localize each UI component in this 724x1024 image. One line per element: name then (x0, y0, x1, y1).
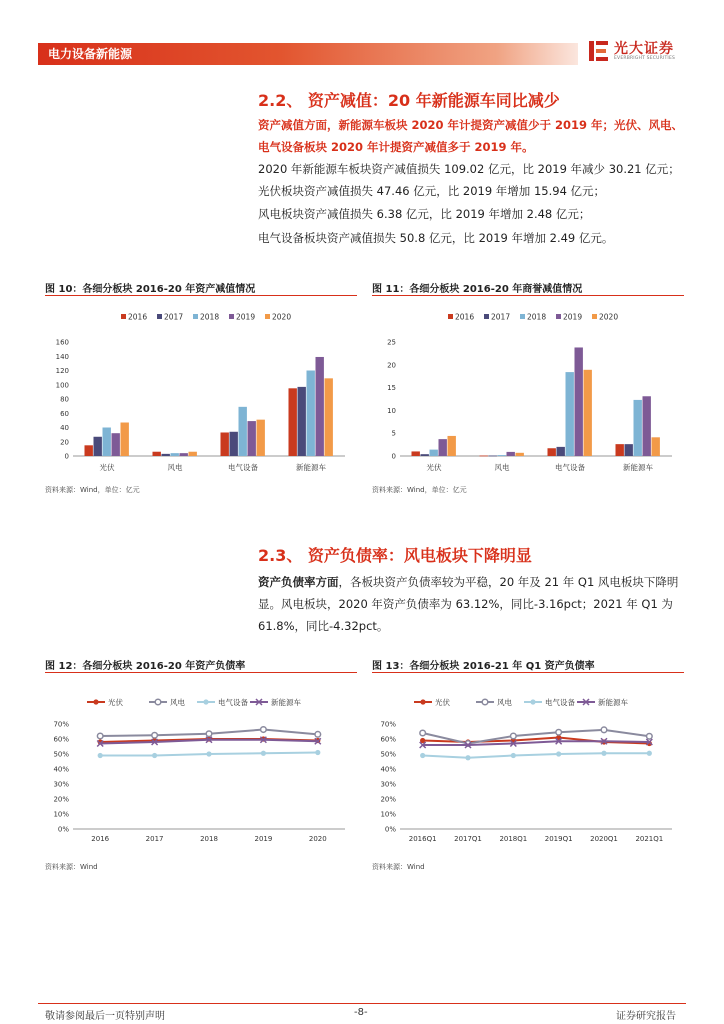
legend-marker-风电 (482, 699, 488, 705)
bar-光伏-2017 (421, 454, 429, 456)
legend-label-电气设备: 电气设备 (218, 698, 248, 707)
bar-光伏-2020 (448, 436, 456, 456)
point-电气设备-2017 (152, 753, 157, 758)
bar-电气设备-2019 (248, 421, 256, 456)
figure-12-rule (45, 672, 357, 673)
figure-11-source: 资料来源：Wind，单位：亿元 (372, 486, 467, 494)
bar-光伏-2018 (103, 428, 111, 457)
bar-新能源车-2017 (625, 444, 633, 456)
x-tick-label: 2016Q1 (408, 835, 437, 843)
bar-电气设备-2018 (239, 407, 247, 456)
bar-风电-2019 (180, 453, 188, 456)
y-tick-label: 0 (64, 452, 69, 461)
y-tick-label: 0% (57, 825, 69, 834)
y-tick-label: 10 (387, 406, 396, 415)
figure-13-rule (372, 672, 684, 673)
bar-新能源车-2018 (307, 371, 315, 457)
y-tick-label: 100 (55, 381, 69, 390)
point-电气设备-2019 (261, 751, 266, 756)
y-tick-label: 5 (391, 429, 396, 438)
legend-swatch-2016 (121, 314, 126, 319)
section-2-2-line-1: 2020 年新能源车板块资产减值损失 109.02 亿元，比 2019 年减少 30.21 亿元； (258, 162, 680, 176)
x-tick-label: 2019Q1 (544, 835, 573, 843)
figure-12-title: 图 12：各细分板块 2016-20 年资产负债率 (45, 661, 246, 672)
point-风电-2018 (206, 731, 212, 737)
legend-label-2020: 2020 (599, 312, 619, 322)
legend-swatch-2018 (193, 314, 198, 319)
y-tick-label: 20% (380, 795, 396, 804)
legend-label-风电: 风电 (170, 698, 185, 707)
bar-新能源车-2017 (298, 387, 306, 456)
legend-swatch-2017 (157, 314, 162, 319)
legend-label-2017: 2017 (164, 312, 184, 322)
y-tick-label: 20 (60, 438, 69, 447)
bar-新能源车-2019 (316, 357, 324, 456)
bar-电气设备-2020 (584, 370, 592, 456)
y-tick-label: 40% (53, 765, 69, 774)
bar-电气设备-2017 (557, 447, 565, 456)
footer-rule (38, 1003, 686, 1004)
y-tick-label: 40 (60, 424, 69, 432)
legend-swatch-2018 (520, 314, 525, 319)
y-tick-label: 0% (384, 825, 396, 834)
bar-风电-2016 (153, 452, 161, 456)
legend-label-光伏: 光伏 (108, 698, 123, 707)
header-section-label: 电力设备新能源 (48, 47, 133, 61)
bar-新能源车-2016 (616, 444, 624, 456)
x-tick-label: 风电 (494, 463, 510, 472)
y-tick-label: 50% (380, 750, 396, 759)
x-tick-label: 光伏 (426, 463, 442, 472)
legend-label-2018: 2018 (527, 312, 547, 322)
legend-swatch-2020 (592, 314, 597, 319)
y-tick-label: 140 (55, 352, 69, 361)
bar-光伏-2020 (121, 423, 129, 456)
bar-风电-2017 (162, 454, 170, 456)
legend-marker-风电 (155, 699, 161, 705)
legend-swatch-2019 (556, 314, 561, 319)
y-tick-label: 60 (60, 409, 69, 418)
x-tick-label: 2018 (200, 835, 218, 843)
legend-label-2016: 2016 (455, 312, 475, 322)
point-电气设备-2020Q1 (601, 751, 606, 756)
section-2-3-lead-bold: 资产负债率方面 (258, 575, 339, 589)
x-tick-label: 2020 (308, 835, 327, 843)
bar-光伏-2017 (94, 437, 102, 456)
figure-11-title: 图 11：各细分板块 2016-20 年商誉减值情况 (372, 284, 583, 295)
point-风电-2016Q1 (420, 730, 426, 736)
section-2-3-title: 2.3、 资产负债率：风电板块下降明显 (258, 546, 532, 565)
figure-13-chart (372, 690, 684, 850)
point-电气设备-2018 (206, 751, 211, 756)
legend-label-电气设备: 电气设备 (545, 698, 575, 707)
section-2-3-body: ，各板块资产负债率较为平稳，20 年及 21 年 Q1 风电板块下降明显。风电板块，2020 年资产负债率为 63.12%，同比-3.16pct；2021 年 Q1 为 61.8%，同比-4.32pct。 (258, 575, 679, 633)
y-tick-label: 70% (380, 720, 396, 729)
y-tick-label: 50% (53, 750, 69, 759)
point-电气设备-2020 (315, 750, 320, 755)
x-tick-label: 2016 (91, 835, 110, 843)
bar-电气设备-2016 (221, 432, 229, 456)
x-tick-label: 风电 (167, 463, 183, 472)
figure-10-chart (45, 300, 357, 482)
section-2-2-line-2: 光伏板块资产减值损失 47.46 亿元，比 2019 年增加 15.94 亿元； (258, 184, 606, 198)
bar-风电-2016 (480, 456, 488, 457)
everbright-logo (588, 37, 688, 67)
section-2-2-lead-highlight: 资产减值方面，新能源车板块 2020 年计提资产减值少于 2019 年；光伏、风电、电气设备板块 2020 年计提资产减值多于 2019 年。 (258, 118, 684, 154)
y-tick-label: 60% (380, 735, 396, 744)
bar-光伏-2019 (112, 433, 120, 456)
y-tick-label: 15 (387, 384, 396, 393)
y-tick-label: 60% (53, 735, 69, 744)
legend-label-2018: 2018 (200, 312, 220, 322)
legend-label-2019: 2019 (236, 312, 256, 322)
point-风电-2021Q1 (647, 734, 653, 740)
section-2-3-paragraph (258, 571, 688, 637)
legend-swatch-2017 (484, 314, 489, 319)
point-电气设备-2019Q1 (556, 751, 561, 756)
legend-swatch-2019 (229, 314, 234, 319)
bar-新能源车-2018 (634, 400, 642, 456)
point-电气设备-2018Q1 (511, 753, 516, 758)
bar-光伏-2016 (412, 451, 420, 456)
x-tick-label: 电气设备 (228, 463, 258, 472)
y-tick-label: 20 (387, 361, 396, 370)
footer-disclaimer: 敬请参阅最后一页特别声明 (45, 1011, 165, 1022)
y-tick-label: 30% (380, 780, 396, 789)
bar-风电-2020 (516, 453, 524, 456)
point-风电-2020 (315, 732, 321, 738)
figure-11-chart (372, 300, 684, 482)
point-风电-2020Q1 (601, 727, 607, 733)
section-2-2-line-3: 风电板块资产减值损失 6.38 亿元，比 2019 年增加 2.48 亿元； (258, 207, 591, 221)
legend-label-2017: 2017 (491, 312, 511, 322)
bar-光伏-2016 (85, 445, 93, 456)
figure-10-title: 图 10：各细分板块 2016-20 年资产减值情况 (45, 284, 256, 295)
figure-13-title: 图 13：各细分板块 2016-21 年 Q1 资产负债率 (372, 661, 595, 672)
section-2-2-title: 2.2、 资产减值：20 年新能源车同比减少 (258, 91, 560, 110)
legend-label-2020: 2020 (272, 312, 292, 322)
legend-label-2019: 2019 (563, 312, 583, 322)
point-电气设备-2016 (98, 753, 103, 758)
bar-风电-2019 (507, 452, 515, 456)
legend-swatch-2020 (265, 314, 270, 319)
y-tick-label: 30% (53, 780, 69, 789)
bar-电气设备-2020 (257, 420, 265, 456)
bar-风电-2017 (489, 456, 497, 457)
y-tick-label: 80 (60, 395, 69, 404)
y-tick-label: 10% (380, 810, 396, 819)
y-tick-label: 160 (55, 338, 69, 347)
figure-12-source: 资料来源：Wind (45, 863, 98, 871)
point-电气设备-2017Q1 (465, 755, 470, 760)
bar-光伏-2019 (439, 439, 447, 456)
bar-电气设备-2019 (575, 347, 583, 456)
figure-10-rule (45, 295, 357, 296)
bar-新能源车-2020 (652, 437, 660, 456)
section-2-2-lead (258, 114, 688, 158)
legend-label-光伏: 光伏 (435, 698, 450, 707)
footer-page-number: -8- (354, 1007, 368, 1018)
bar-风电-2018 (498, 455, 506, 456)
legend-marker-电气设备 (530, 699, 535, 704)
series-line-电气设备 (423, 753, 650, 758)
y-tick-label: 20% (53, 795, 69, 804)
y-tick-label: 40% (380, 765, 396, 774)
bar-光伏-2018 (430, 450, 438, 456)
logo-en-text: EVERBRIGHT SECURITIES (614, 56, 676, 61)
x-tick-label: 2019 (254, 835, 273, 843)
bar-电气设备-2017 (230, 432, 238, 456)
legend-label-2016: 2016 (128, 312, 148, 322)
figure-12-chart (45, 690, 357, 850)
y-tick-label: 25 (387, 338, 396, 347)
logo-mark-icon (588, 39, 610, 63)
bar-新能源车-2016 (289, 388, 297, 456)
footer-report-type: 证券研究报告 (616, 1011, 676, 1022)
legend-label-新能源车: 新能源车 (598, 698, 628, 707)
x-tick-label: 2017Q1 (454, 835, 482, 843)
point-风电-2016 (97, 733, 103, 739)
section-2-2-line-4: 电气设备板块资产减值损失 50.8 亿元，比 2019 年增加 2.49 亿元。 (258, 231, 614, 245)
point-风电-2019 (261, 727, 267, 733)
x-tick-label: 2018Q1 (499, 835, 528, 843)
bar-风电-2018 (171, 453, 179, 456)
figure-13-source: 资料来源：Wind (372, 863, 425, 871)
legend-marker-光伏 (420, 699, 425, 704)
y-tick-label: 120 (55, 367, 69, 375)
point-电气设备-2016Q1 (420, 753, 425, 758)
bar-新能源车-2019 (643, 396, 651, 456)
y-tick-label: 10% (53, 810, 69, 819)
legend-label-风电: 风电 (497, 698, 512, 707)
x-tick-label: 2021Q1 (635, 835, 664, 843)
y-tick-label: 70% (53, 720, 69, 729)
legend-label-新能源车: 新能源车 (271, 698, 301, 707)
bar-新能源车-2020 (325, 378, 333, 456)
y-tick-label: 0 (391, 452, 396, 461)
x-tick-label: 光伏 (99, 463, 115, 472)
point-风电-2018Q1 (511, 733, 517, 739)
x-tick-label: 新能源车 (623, 463, 653, 472)
legend-marker-光伏 (93, 699, 98, 704)
bar-电气设备-2018 (566, 372, 574, 456)
point-风电-2019Q1 (556, 729, 562, 735)
x-tick-label: 2020Q1 (590, 835, 618, 843)
legend-swatch-2016 (448, 314, 453, 319)
point-风电-2017 (152, 732, 158, 738)
figure-10-source: 资料来源：Wind，单位：亿元 (45, 486, 140, 494)
x-tick-label: 2017 (145, 835, 164, 843)
bar-风电-2020 (189, 452, 197, 456)
x-tick-label: 电气设备 (555, 463, 585, 472)
x-tick-label: 新能源车 (296, 463, 326, 472)
logo-cn-text: 光大证券 (614, 41, 674, 57)
point-电气设备-2021Q1 (647, 751, 652, 756)
legend-marker-电气设备 (203, 699, 208, 704)
bar-电气设备-2016 (548, 448, 556, 456)
figure-11-rule (372, 295, 684, 296)
